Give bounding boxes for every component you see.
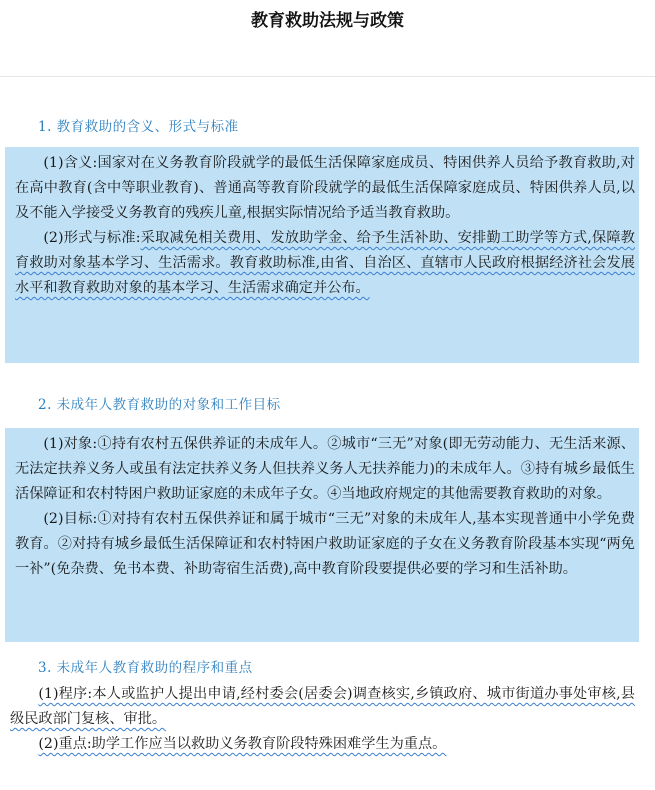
section-3-paragraph-2: (2)重点:助学工作应当以救助义务教育阶段特殊困难学生为重点。 bbox=[38, 736, 447, 752]
section-3-heading: 3. 未成年人教育救助的程序和重点 bbox=[38, 660, 253, 676]
section-1-box bbox=[5, 147, 639, 363]
section-1-paragraph-2-body: 采取减免相关费用、发放助学金、给予生活补助、安排勤工助学等方式,保障教育救助对象基本学习、生活需求。教育救助标准,由省、自治区、直辖市人民政府根据经济社会发展水平和教育救助对象的基本学习、生活需求确定并公布。 bbox=[15, 230, 635, 296]
section-3-content bbox=[10, 682, 635, 757]
section-1-paragraph-1: (1)含义:国家对在义务教育阶段就学的最低生活保障家庭成员、特困供养人员给予教育救助,对在高中教育(含中等职业教育)、普通高等教育阶段就学的最低生活保障家庭成员、特困供养人员,以及不能入学接受义务教育的残疾儿童,根据实际情况给予适当教育救助。 bbox=[15, 155, 635, 221]
section-2-paragraph-1: (1)对象:①持有农村五保供养证的未成年人。②城市“三无”对象(即无劳动能力、无生活来源、无法定扶养义务人或虽有法定扶养义务人但扶养义务人无扶养能力)的未成年人。③持有城乡最低生活保障证和农村特困户救助证家庭的未成年子女。④当地政府规定的其他需要教育救助的对象。 bbox=[15, 436, 635, 502]
section-1-paragraph-2 bbox=[15, 226, 635, 301]
section-1-paragraph-2-lead: (2)形式与标准: bbox=[43, 230, 141, 246]
section-1-heading: 1. 教育救助的含义、形式与标准 bbox=[38, 119, 239, 135]
page-title: 教育救助法规与政策 bbox=[251, 11, 404, 31]
section-2-heading: 2. 未成年人教育救助的对象和工作目标 bbox=[38, 397, 281, 413]
header-divider bbox=[0, 76, 655, 77]
section-2-paragraph-2: (2)目标:①对持有农村五保供养证和属于城市“三无”对象的未成年人,基本实现普通中小学免费教育。②对持有城乡最低生活保障证和农村特困户救助证家庭的子女在义务教育阶段基本实现“两免一补”(免杂费、免书本费、补助寄宿生活费),高中教育阶段要提供必要的学习和生活补助。 bbox=[15, 511, 635, 577]
section-2-box bbox=[5, 428, 639, 642]
section-3-paragraph-1: (1)程序:本人或监护人提出申请,经村委会(居委会)调查核实,乡镇政府、城市街道办事处审核,县级民政部门复核、审批。 bbox=[10, 686, 635, 727]
